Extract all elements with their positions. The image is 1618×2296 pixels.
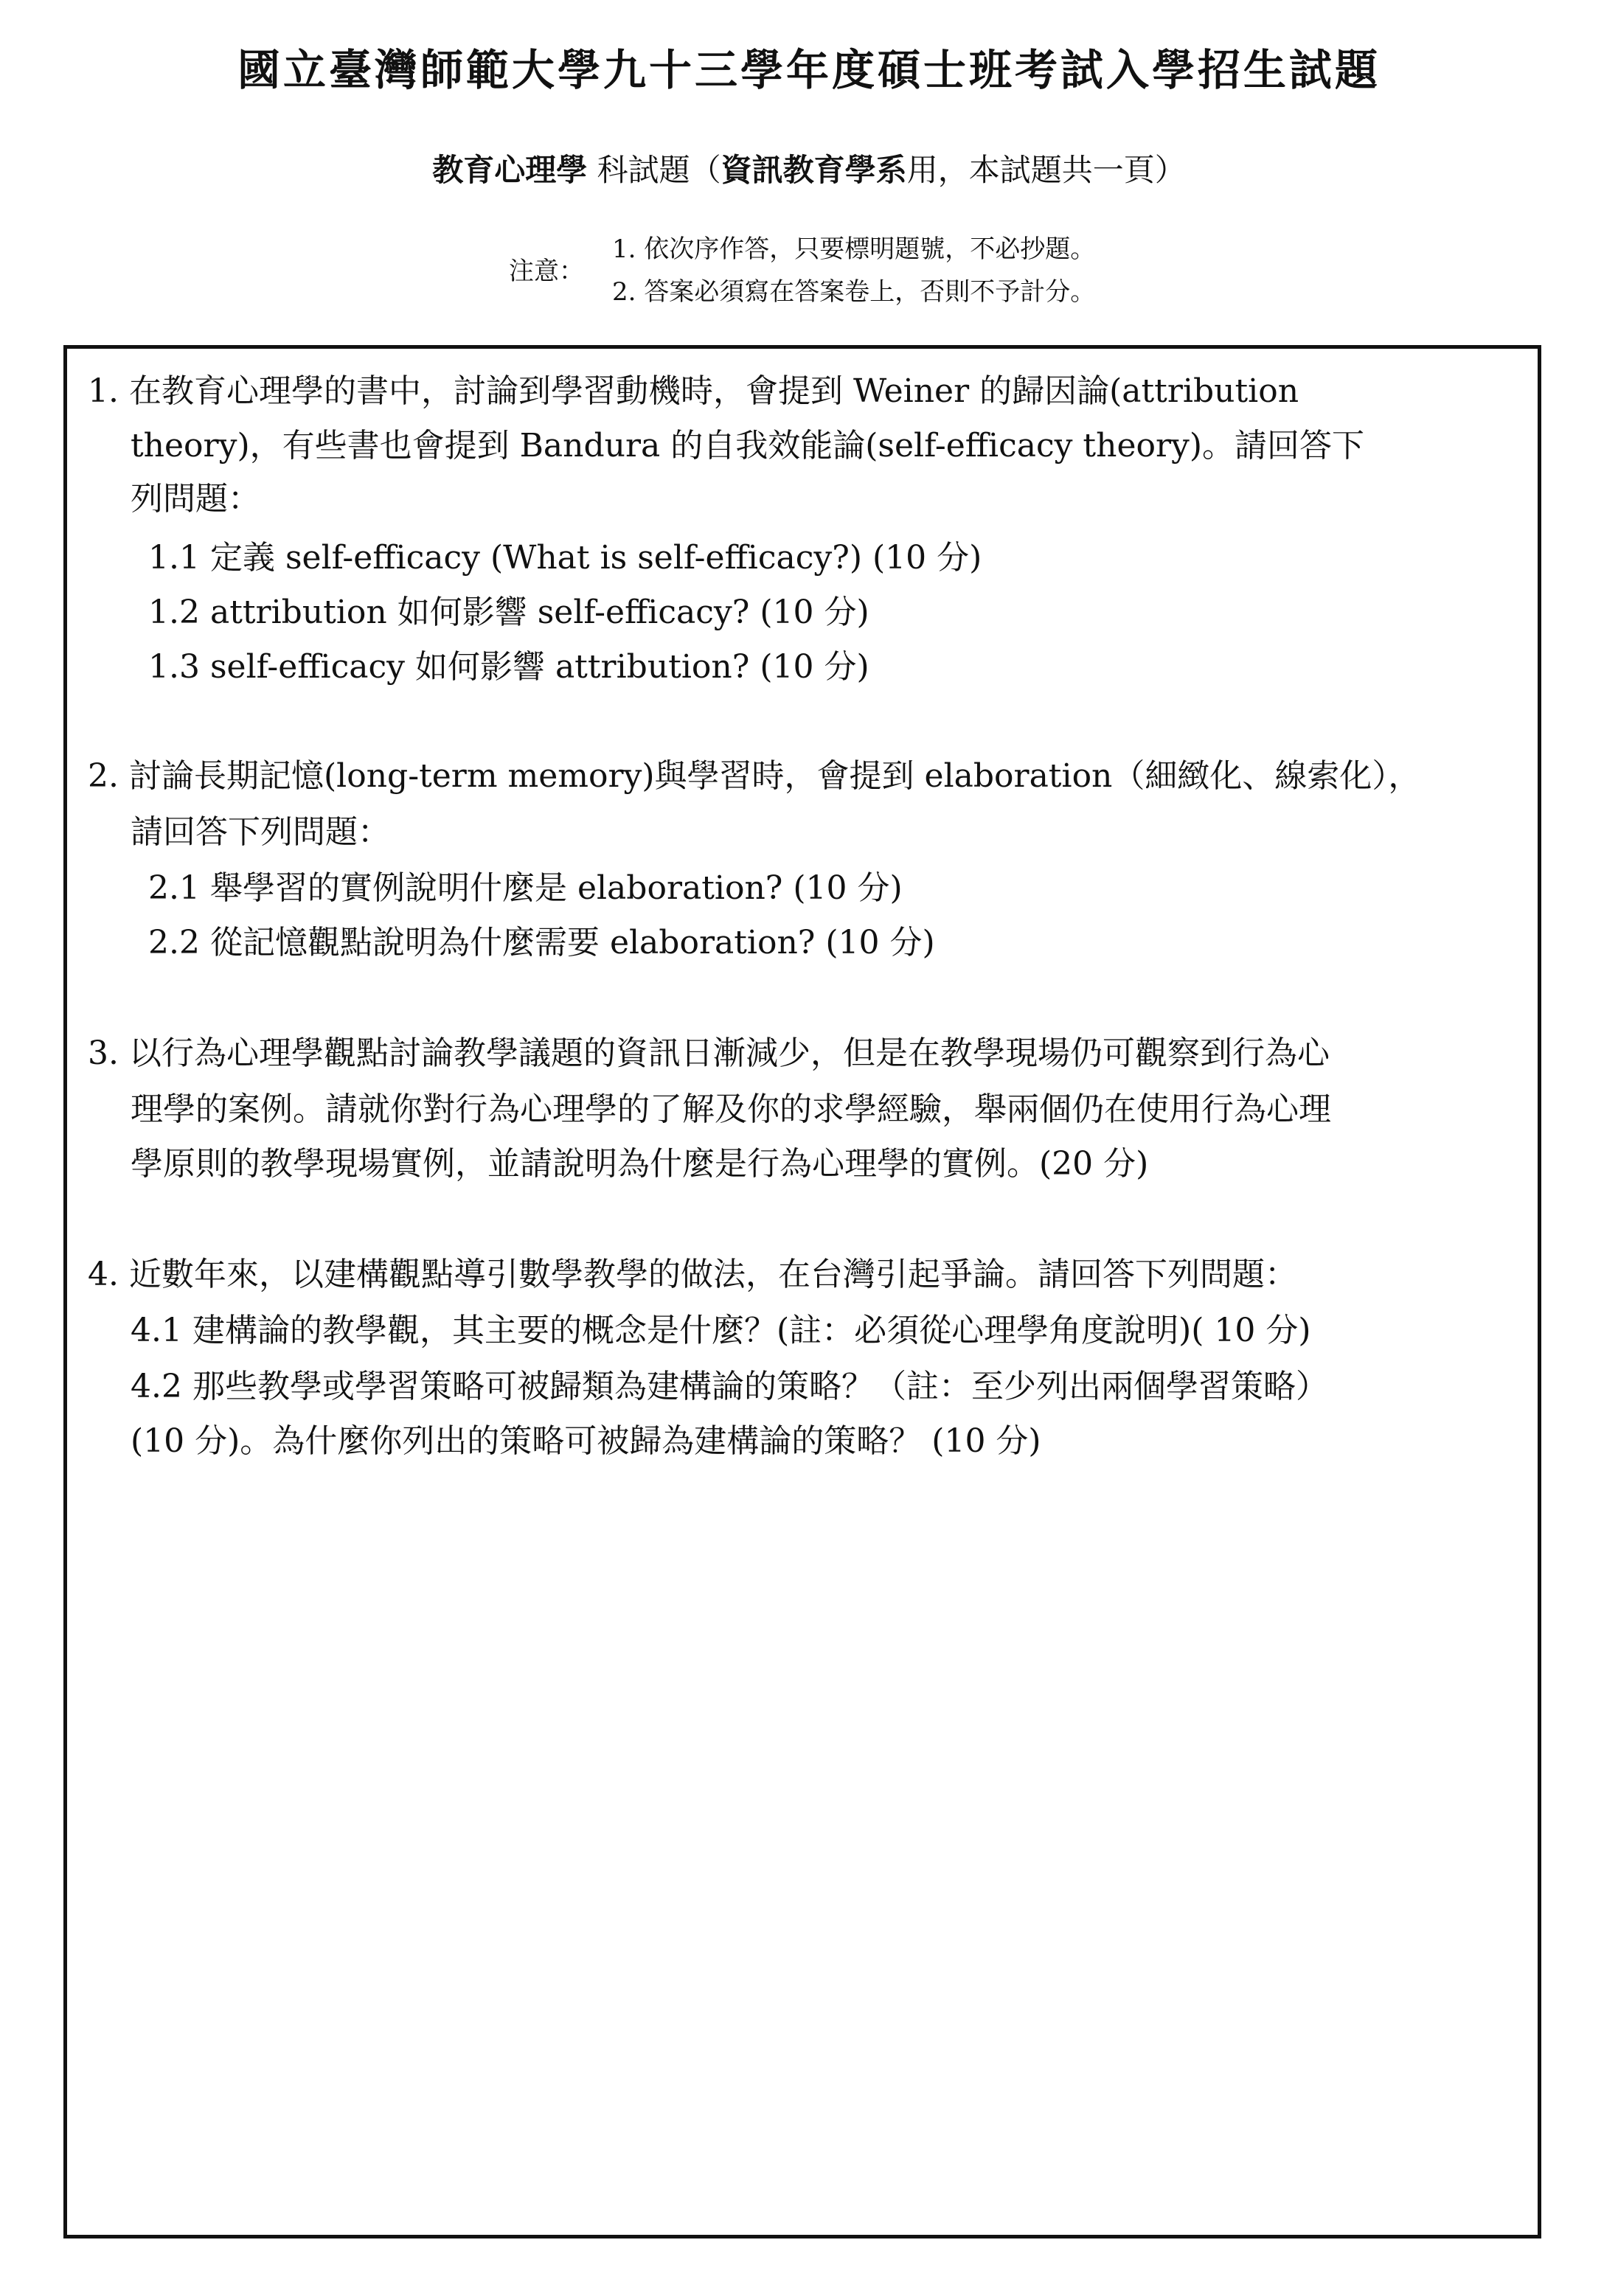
question-1-line: theory)，有些書也會提到 Bandura 的自我效能論(self-efficacy theory)。請回答下 bbox=[131, 427, 1365, 465]
subtitle-text: 科試題（ bbox=[587, 152, 721, 188]
question-1-line: 1. 在教育心理學的書中，討論到學習動機時，會提到 Weiner 的歸因論(attribution bbox=[88, 372, 1299, 410]
question-3-line: 理學的案例。請就你對行為心理學的了解及你的求學經驗，舉兩個仍在使用行為心理 bbox=[131, 1090, 1331, 1128]
question-3-line: 3. 以行為心理學觀點討論教學議題的資訊日漸減少，但是在教學現場仍可觀察到行為心 bbox=[88, 1034, 1330, 1072]
question-4-sub: 4.2 那些教學或學習策略可被歸類為建構論的策略？（註：至少列出兩個學習策略） bbox=[131, 1368, 1328, 1405]
question-1-sub: 1.3 self-efficacy 如何影響 attribution? (10 分) bbox=[148, 648, 869, 686]
exam-subtitle bbox=[0, 146, 1618, 190]
notice-item: 2. 答案必須寫在答案卷上，否則不予計分。 bbox=[612, 277, 1096, 307]
department-name: 資訊教育學系 bbox=[721, 152, 907, 188]
question-4-sub: (10 分)。為什麼你列出的策略可被歸為建構論的策略？ (10 分) bbox=[131, 1422, 1041, 1460]
question-2-line: 請回答下列問題： bbox=[131, 813, 390, 851]
question-box bbox=[63, 345, 1541, 2238]
question-1-sub: 1.2 attribution 如何影響 self-efficacy? (10 分) bbox=[148, 594, 869, 631]
question-4-sub: 4.1 建構論的教學觀，其主要的概念是什麼？(註：必須從心理學角度說明)( 10 分) bbox=[131, 1312, 1311, 1349]
exam-title: 國立臺灣師範大學九十三學年度碩士班考試入學招生試題 bbox=[237, 45, 1381, 95]
subtitle-tail: 用，本試題共一頁） bbox=[906, 152, 1186, 188]
question-1-line: 列問題： bbox=[131, 480, 260, 518]
question-4-line: 4. 近數年來，以建構觀點導引數學教學的做法，在台灣引起爭論。請回答下列問題： bbox=[88, 1256, 1297, 1293]
question-2-sub: 2.2 從記憶觀點說明為什麼需要 elaboration? (10 分) bbox=[148, 924, 935, 961]
subject-name: 教育心理學 bbox=[432, 152, 588, 188]
question-1-sub: 1.1 定義 self-efficacy (What is self-efficacy?) (10 分) bbox=[148, 539, 982, 577]
question-2-sub: 2.1 舉學習的實例說明什麼是 elaboration? (10 分) bbox=[148, 869, 903, 907]
question-3-line: 學原則的教學現場實例，並請說明為什麼是行為心理學的實例。(20 分) bbox=[131, 1145, 1149, 1183]
question-2-line: 2. 討論長期記憶(long-term memory)與學習時，會提到 elaboration（細緻化、線索化）， bbox=[88, 757, 1421, 795]
notice-block bbox=[509, 221, 1320, 317]
notice-label: 注意： bbox=[509, 257, 584, 286]
notice-item: 1. 依次序作答，只要標明題號，不必抄題。 bbox=[612, 234, 1096, 264]
